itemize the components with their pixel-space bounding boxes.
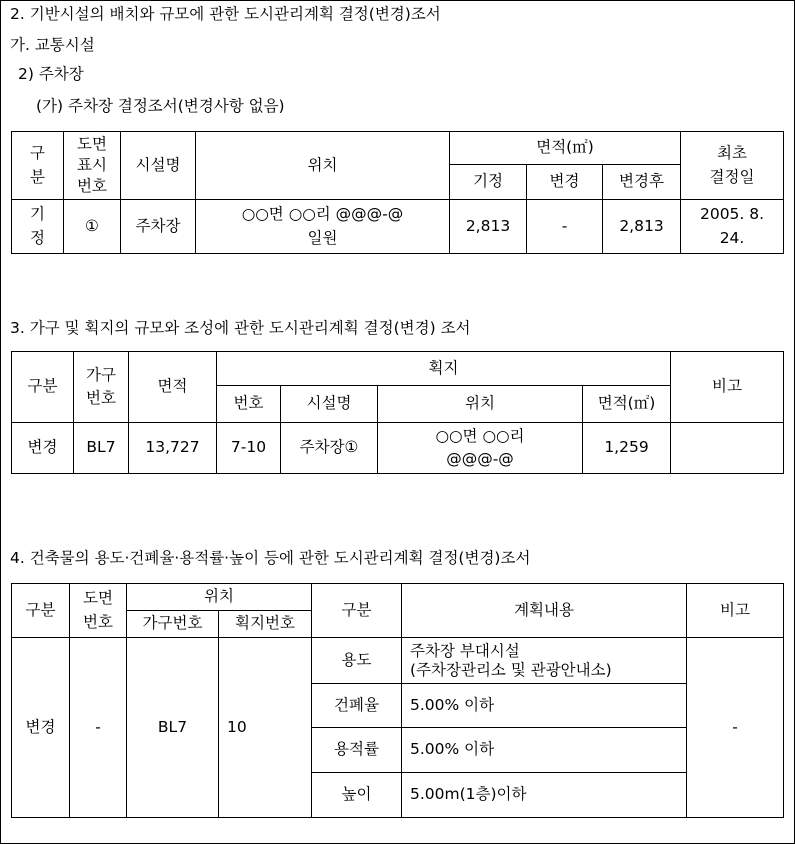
header-plan-content: 계획내용 [402, 584, 687, 638]
header-first-decision: 최초 결정일 [681, 132, 784, 200]
header-lot-location: 위치 [378, 386, 583, 423]
header-area: 면적 [129, 352, 217, 423]
row-lot-area: 1,259 [583, 423, 671, 474]
item-category: 용적률 [312, 728, 402, 773]
section2-heading: 2. 기반시설의 배치와 규모에 관한 도시관리계획 결정(변경)조서 [10, 5, 441, 23]
section2-sub-b: 2) 주차장 [18, 65, 84, 83]
row-facility-name: 주차장 [121, 200, 196, 254]
header-lot-number: 번호 [217, 386, 281, 423]
header-gubun: 구분 [12, 584, 70, 638]
header-area-change: 변경 [527, 165, 603, 200]
row-lot-number: 7-10 [217, 423, 281, 474]
header-gubun: 구 분 [12, 132, 64, 200]
header-domyeon: 도면 표시 번호 [64, 132, 121, 200]
header-category: 구분 [312, 584, 402, 638]
row-lot-number: 10 [219, 638, 312, 818]
row-location: ○○면 ○○리 @@@-@ 일원 [196, 200, 450, 254]
row-remarks: - [687, 638, 784, 818]
header-remarks: 비고 [671, 352, 784, 423]
section2-sub-a: 가. 교통시설 [10, 36, 95, 54]
row-first-decision: 2005. 8. 24. [681, 200, 784, 254]
row-area-existing: 2,813 [450, 200, 527, 254]
block-lot-table [11, 351, 784, 474]
item-category: 용도 [312, 638, 402, 684]
row-block-number: BL7 [127, 638, 219, 818]
item-category: 건폐율 [312, 684, 402, 728]
row-block-number: BL7 [74, 423, 129, 474]
row-remarks [671, 423, 784, 474]
row-gubun: 기 정 [12, 200, 64, 254]
parking-decision-table [11, 131, 784, 254]
header-location: 위치 [196, 132, 450, 200]
item-content: 5.00% 이하 [402, 728, 687, 773]
item-category: 높이 [312, 773, 402, 818]
section4-heading: 4. 건축물의 용도·건폐율·용적률·높이 등에 관한 도시관리계획 결정(변경)조서 [10, 549, 531, 567]
row-lot-name: 주차장① [281, 423, 378, 474]
row-number: ① [64, 200, 121, 254]
header-area-existing: 기정 [450, 165, 527, 200]
header-area: 면적(㎡) [450, 132, 681, 165]
row-area-after: 2,813 [603, 200, 681, 254]
header-lot-area: 면적(㎡) [583, 386, 671, 423]
header-area-after: 변경후 [603, 165, 681, 200]
header-lot: 획지 [217, 352, 671, 386]
row-area: 13,727 [129, 423, 217, 474]
section3-heading: 3. 가구 및 획지의 규모와 조성에 관한 도시관리계획 결정(변경) 조서 [10, 319, 471, 337]
building-plan-table [11, 583, 784, 818]
row-gubun: 변경 [12, 638, 70, 818]
header-facility-name: 시설명 [121, 132, 196, 200]
header-block-number: 가구 번호 [74, 352, 129, 423]
row-gubun: 변경 [12, 423, 74, 474]
row-domyeon: - [70, 638, 127, 818]
header-domyeon: 도면 번호 [70, 584, 127, 638]
item-content: 5.00m(1층)이하 [402, 773, 687, 818]
header-location: 위치 [127, 584, 312, 611]
header-lot-number: 획지번호 [219, 611, 312, 638]
header-block-number: 가구번호 [127, 611, 219, 638]
header-gubun: 구분 [12, 352, 74, 423]
section2-sub-c: (가) 주차장 결정조서(변경사항 없음) [36, 97, 285, 115]
header-remarks: 비고 [687, 584, 784, 638]
header-lot-name: 시설명 [281, 386, 378, 423]
item-content: 주차장 부대시설 (주차장관리소 및 관광안내소) [402, 638, 687, 684]
row-area-change: - [527, 200, 603, 254]
row-lot-location: ○○면 ○○리 @@@-@ [378, 423, 583, 474]
item-content: 5.00% 이하 [402, 684, 687, 728]
